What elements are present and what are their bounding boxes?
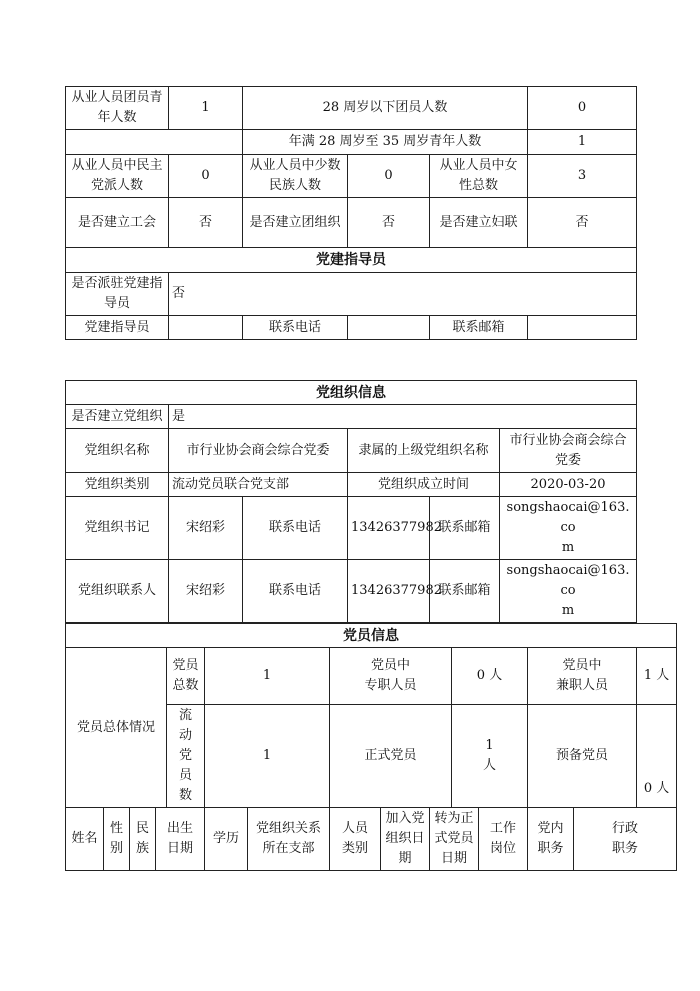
- value-instructor-email: [528, 316, 637, 340]
- header-personnel-type: 人员 类别: [330, 808, 381, 871]
- empty-cell: [66, 130, 243, 155]
- value-total-members: 1: [205, 648, 330, 705]
- label-superior-org-name: 隶属的上级党组织名称: [348, 429, 500, 473]
- header-gender: 性 别: [104, 808, 130, 871]
- label-league-under-28: 28 周岁以下团员人数: [243, 87, 528, 130]
- label-overall-situation: 党员总体情况: [66, 648, 167, 808]
- label-contact-email: 联系邮箱: [430, 560, 500, 623]
- header-education: 学历: [205, 808, 248, 871]
- label-women-federation: 是否建立妇联: [430, 198, 528, 248]
- header-name: 姓名: [66, 808, 104, 871]
- value-secretary-email: songshaocai@163.co m: [500, 497, 637, 560]
- value-trade-union: 否: [169, 198, 243, 248]
- label-formal-members: 正式党员: [330, 705, 452, 808]
- label-part-time-members: 党员中 兼职人员: [528, 648, 637, 705]
- value-youth-league-members: 1: [169, 87, 243, 130]
- label-full-time-members: 党员中 专职人员: [330, 648, 452, 705]
- value-party-secretary: 宋绍彩: [169, 497, 243, 560]
- value-secretary-phone: 13426377982: [348, 497, 430, 560]
- value-party-org-name: 市行业协会商会综合党委: [169, 429, 348, 473]
- value-female-total: 3: [528, 155, 637, 198]
- label-floating-members: 流 动 党 员 数: [167, 705, 205, 808]
- label-party-org-category: 党组织类别: [66, 473, 169, 497]
- header-party-branch: 党组织关系 所在支部: [248, 808, 330, 871]
- header-birth-date: 出生 日期: [156, 808, 205, 871]
- label-party-org-established: 是否建立党组织: [66, 405, 169, 429]
- header-ethnicity: 民 族: [130, 808, 156, 871]
- label-democratic-party: 从业人员中民主 党派人数: [66, 155, 169, 198]
- value-part-time-members: 1 人: [637, 648, 677, 705]
- label-probationary-members: 预备党员: [528, 705, 637, 808]
- label-total-members: 党员 总数: [167, 648, 205, 705]
- value-party-contact: 宋绍彩: [169, 560, 243, 623]
- label-secretary-phone: 联系电话: [243, 497, 348, 560]
- header-formal-date: 转为正 式党员 日期: [430, 808, 479, 871]
- header-party-position: 党内 职务: [528, 808, 574, 871]
- label-ethnic-minority: 从业人员中少数 民族人数: [243, 155, 348, 198]
- value-formal-members: 1 人: [452, 705, 528, 808]
- label-contact-phone: 联系电话: [243, 560, 348, 623]
- label-party-secretary: 党组织书记: [66, 497, 169, 560]
- label-female-total: 从业人员中女 性总数: [430, 155, 528, 198]
- value-instructor-assigned: 否: [169, 273, 637, 316]
- value-full-time-members: 0 人: [452, 648, 528, 705]
- section-title-party-instructor: 党建指导员: [66, 248, 637, 273]
- label-league-org: 是否建立团组织: [243, 198, 348, 248]
- header-admin-position: 行政 职务: [574, 808, 677, 871]
- label-party-contact: 党组织联系人: [66, 560, 169, 623]
- value-floating-members: 1: [205, 705, 330, 808]
- employee-stats-table: [65, 86, 637, 340]
- label-established-date: 党组织成立时间: [348, 473, 500, 497]
- value-youth-28-35: 1: [528, 130, 637, 155]
- value-contact-phone: 13426377982: [348, 560, 430, 623]
- label-instructor-assigned: 是否派驻党建指 导员: [66, 273, 169, 316]
- value-instructor-phone: [348, 316, 430, 340]
- party-org-info-table: [65, 380, 637, 623]
- value-democratic-party: 0: [169, 155, 243, 198]
- label-instructor-email: 联系邮箱: [430, 316, 528, 340]
- header-work-post: 工作 岗位: [479, 808, 528, 871]
- value-instructor: [169, 316, 243, 340]
- value-league-under-28: 0: [528, 87, 637, 130]
- value-party-org-established: 是: [169, 405, 637, 429]
- value-superior-org-name: 市行业协会商会综合 党委: [500, 429, 637, 473]
- value-probationary-members: 0 人: [637, 705, 677, 808]
- label-party-org-name: 党组织名称: [66, 429, 169, 473]
- value-league-org: 否: [348, 198, 430, 248]
- label-secretary-email: 联系邮箱: [430, 497, 500, 560]
- section-title-party-org: 党组织信息: [66, 381, 637, 405]
- label-trade-union: 是否建立工会: [66, 198, 169, 248]
- party-member-info-table: [65, 623, 677, 871]
- header-join-date: 加入党 组织日 期: [381, 808, 430, 871]
- section-title-party-members: 党员信息: [66, 624, 677, 648]
- value-party-org-category: 流动党员联合党支部: [169, 473, 348, 497]
- value-established-date: 2020-03-20: [500, 473, 637, 497]
- label-instructor-phone: 联系电话: [243, 316, 348, 340]
- label-instructor: 党建指导员: [66, 316, 169, 340]
- value-women-federation: 否: [528, 198, 637, 248]
- value-ethnic-minority: 0: [348, 155, 430, 198]
- label-youth-28-35: 年满 28 周岁至 35 周岁青年人数: [243, 130, 528, 155]
- label-youth-league-members: 从业人员团员青 年人数: [66, 87, 169, 130]
- value-contact-email: songshaocai@163.co m: [500, 560, 637, 623]
